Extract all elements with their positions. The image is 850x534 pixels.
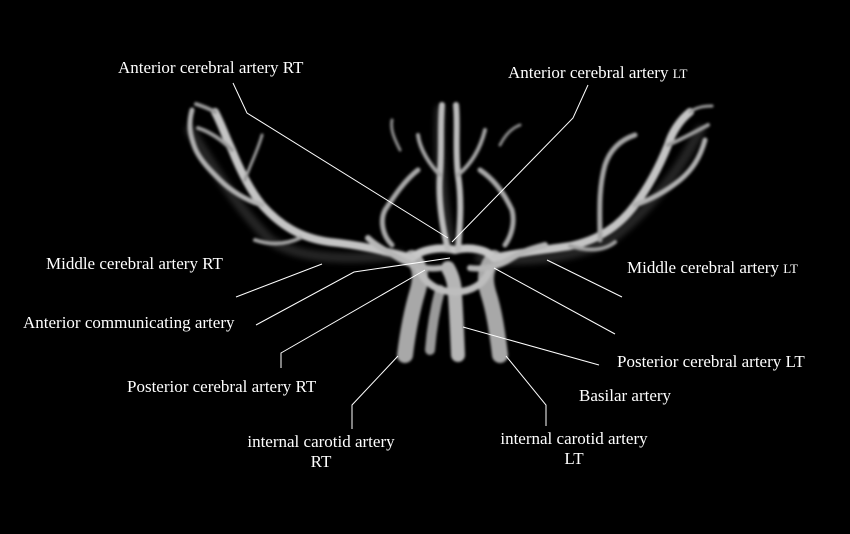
label-ica-lt: internal carotid artery LT (500, 429, 648, 468)
label-aca-rt: Anterior cerebral artery RT (118, 58, 304, 77)
leader-mca-lt (547, 260, 622, 297)
leader-aca-rt (233, 83, 448, 238)
leader-mca-rt (236, 264, 322, 297)
leader-aca-lt (452, 85, 588, 242)
leader-ica-rt (352, 356, 398, 429)
label-mca-lt: Middle cerebral artery LT (627, 258, 798, 277)
label-pca-lt: Posterior cerebral artery LT (617, 352, 805, 371)
mca-rt-vessel (215, 112, 412, 258)
leader-basilar (463, 327, 599, 365)
label-aca-lt: Anterior cerebral artery LT (508, 63, 688, 82)
aca-lt-vessel (456, 105, 460, 250)
leader-ica-lt (506, 356, 546, 426)
basilar-vessel (448, 268, 458, 355)
label-ica-rt: internal carotid artery RT (247, 432, 395, 471)
leader-pca-lt (494, 268, 615, 334)
label-basilar: Basilar artery (579, 386, 672, 405)
label-mca-rt: Middle cerebral artery RT (46, 254, 223, 273)
label-pca-rt: Posterior cerebral artery RT (127, 377, 317, 396)
label-acom: Anterior communicating artery (23, 313, 235, 332)
